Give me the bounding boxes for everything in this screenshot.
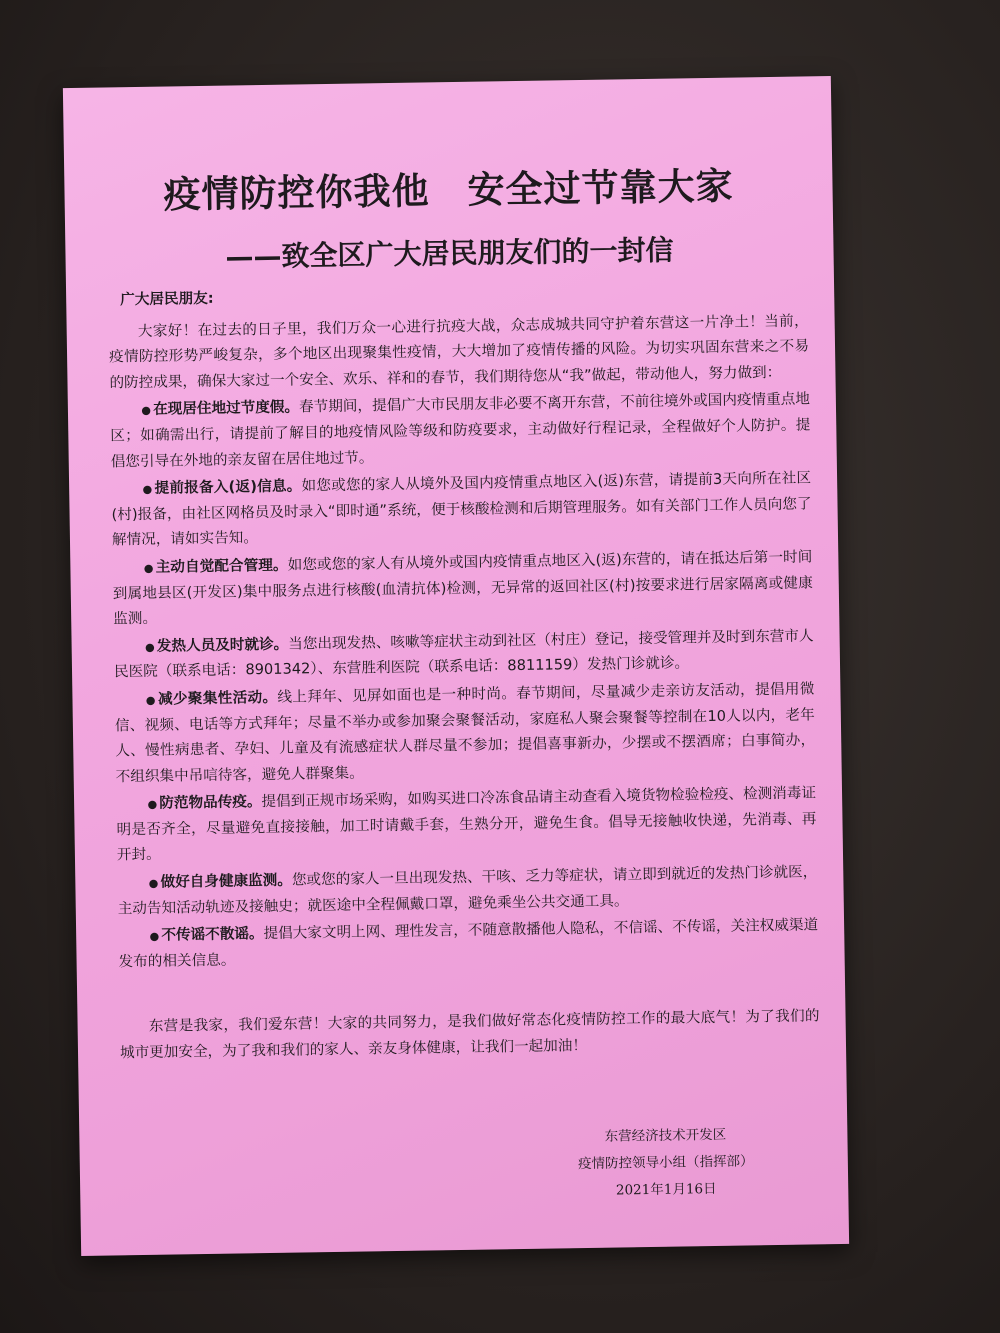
item-text: 提倡到正规市场采购，如购买进口冷冻食品请主动查看入境货物检验检疫、检测消毒证明是否齐全，尽量避免直接接触，加工时请戴手套，生熟分开，避免生食。倡导无接触收快递，先消毒、再开封。	[116, 784, 817, 864]
bullet-dot-icon: ●	[149, 929, 160, 944]
item-lead: 做好自身健康监测。	[160, 871, 293, 891]
letter-subtitle: ——致全区广大居民朋友们的一封信	[225, 233, 674, 274]
item-text: 线上拜年、见屏如面也是一种时尚。春节期间，尽量减少走亲访友活动，提倡用微信、视频、电话等方式拜年；尽量不举办或参加聚会聚餐活动，家庭私人聚会聚餐等控制在10人以内，老年人、慢性病患者、孕妇、儿童及有流感症状人群尽量不参加；提倡喜事新办，少摆或不摆酒席；白事简办，不组织集中吊唁待客，避免人群聚集。	[114, 680, 816, 786]
item-lead: 减少聚集性活动。	[157, 688, 278, 708]
signature-date: 2021年1月16日	[615, 1180, 717, 1199]
signature-group: 疫情防控领导小组（指挥部）	[577, 1153, 754, 1173]
item-text: 提倡大家文明上网、理性发言，不随意散播他人隐私，不信谣、不传谣，关注权威渠道发布的相关信息。	[118, 916, 819, 971]
list-item	[114, 676, 816, 789]
item-lead: 在现居住地过节度假。	[152, 398, 300, 419]
bullet-dot-icon: ●	[148, 876, 159, 890]
item-text: 如您或您的家人从境外及国内疫情重点地区入(返)东营，请提前3天向所在社区(村)报备，由社区网格员及时录入“即时通”系统，便于核酸检测和后期管理服务。如有关部门工作人员向您了解情况，请如实告知。	[111, 469, 812, 549]
letter-body	[108, 276, 820, 1066]
list-item	[112, 544, 813, 632]
item-text: 当您出现发热、咳嗽等症状主动到社区（村庄）登记，接受管理并及时到东营市人民医院（联系电话：8901342）、东营胜利医院（联系电话：8811159）发热门诊就诊。	[113, 627, 814, 681]
bullet-dot-icon: ●	[145, 693, 156, 707]
bullet-dot-icon: ●	[141, 404, 152, 418]
list-item	[110, 387, 811, 475]
item-lead: 防范物品传疫。	[159, 793, 262, 812]
list-item	[113, 623, 814, 685]
list-item	[116, 781, 817, 869]
list-item	[117, 859, 818, 921]
signature-block	[555, 1121, 776, 1205]
bullet-dot-icon: ●	[142, 482, 153, 497]
list-item	[118, 913, 819, 975]
item-lead: 提前报备入(返)信息。	[154, 477, 302, 497]
closing-paragraph: 东营是我家，我们爱东营！大家的共同努力，是我们做好常态化疫情防控工作的最大底气！为了我们的城市更加安全，为了我和我们的家人、亲友身体健康，让我们一起加油！	[119, 1007, 820, 1062]
bullet-dot-icon: ●	[144, 640, 155, 654]
intro-paragraph: 大家好！在过去的日子里，我们万众一心进行抗疫大战，众志成城共同守护着东营这一片净土！当前，疫情防控形势严峻复杂，多个地区出现聚集性疫情，大大增加了疫情传播的风险。为切实巩固东营来之不易的防控成果，确保大家过一个安全、欢乐、祥和的春节，我们期待您从“我”做起，带动他人，努力做到：	[108, 312, 810, 392]
letter-paper	[63, 76, 849, 1256]
item-lead: 主动自觉配合管理。	[155, 556, 288, 576]
item-text: 您或您的家人一旦出现发热、干咳、乏力等症状，请立即到就近的发热门诊就医，主动告知活动轨迹及接触史；就医途中全程佩戴口罩，避免乘坐公共交通工具。	[117, 863, 818, 917]
letter-title: 疫情防控你我他 安全过节靠大家	[163, 163, 734, 217]
list-item	[111, 466, 812, 554]
item-text: 如您或您的家人有从境外或国内疫情重点地区入(返)东营的，请在抵达后第一时间到属地县区(开发区)集中服务点进行核酸(血清抗体)检测，无异常的返回社区(村)按要求进行居家隔离或健康监测。	[112, 548, 813, 628]
item-lead: 不传谣不散谣。	[161, 925, 264, 944]
bullet-dot-icon: ●	[147, 797, 158, 812]
salutation: 广大居民朋友:	[120, 289, 214, 309]
bullet-dot-icon: ●	[143, 561, 154, 575]
signature-org: 东营经济技术开发区	[604, 1126, 727, 1145]
item-text: 春节期间，提倡广大市民朋友非必要不离开东营，不前往境外或国内疫情重点地区；如确需出行，请提前了解目的地疫情风险等级和防疫要求，主动做好行程记录，全程做好个人防护。提倡您引导在外地的亲友留在居住地过节。	[110, 390, 811, 470]
item-lead: 发热人员及时就诊。	[156, 635, 289, 655]
